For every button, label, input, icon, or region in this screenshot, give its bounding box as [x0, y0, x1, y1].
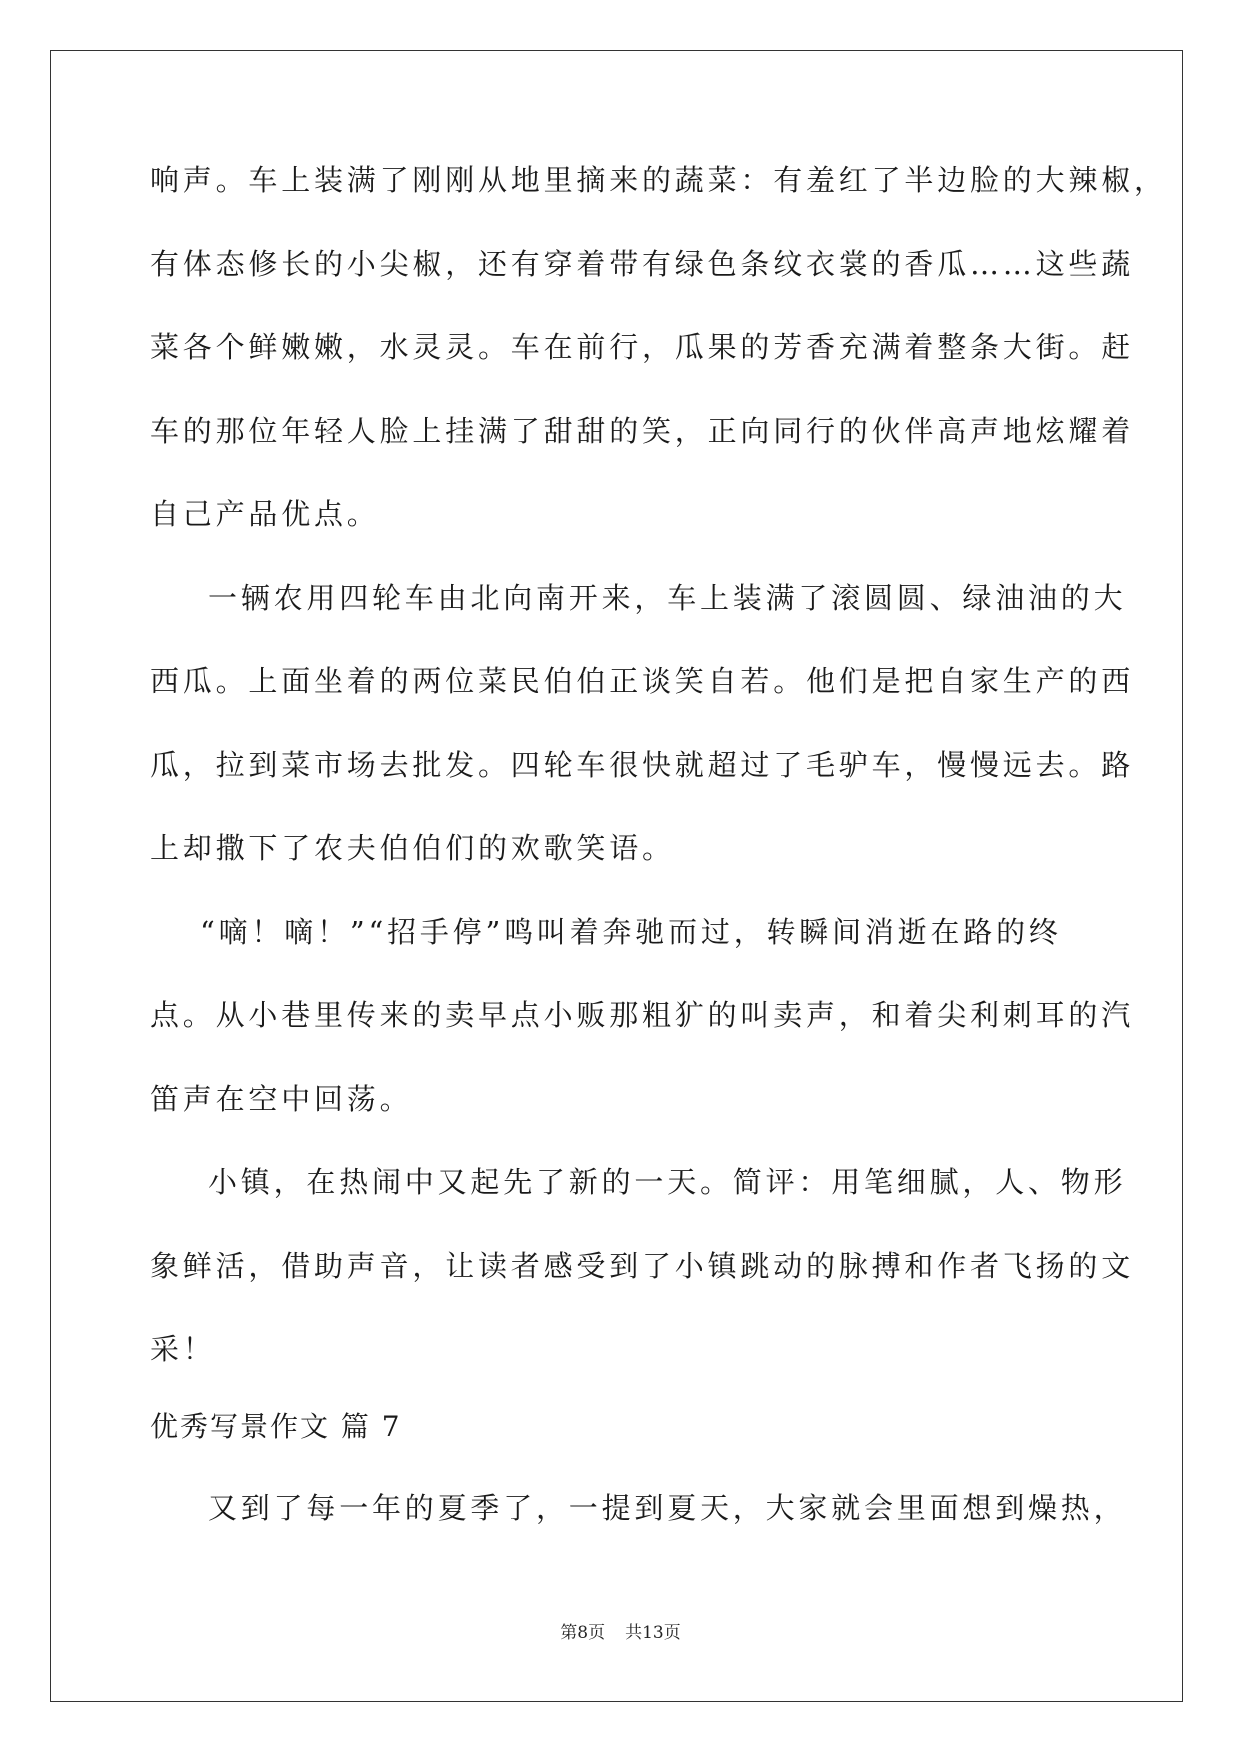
text-line: 自己产品优点。: [150, 497, 380, 531]
page-number: 第8页: [560, 1623, 606, 1643]
text-line: 象鲜活，借助声音，让读者感受到了小镇跳动的脉搏和作者飞扬的文: [150, 1249, 1135, 1283]
text-line: 笛声在空中回荡。: [150, 1082, 413, 1116]
paragraph-first-line: 又到了每一年的夏季了，一提到夏天，大家就会里面想到燥热，: [208, 1491, 1127, 1525]
text-line: 有体态修长的小尖椒，还有穿着带有绿色条纹衣裳的香瓜……这些蔬: [150, 247, 1135, 281]
text-line: 上却撒下了农夫伯伯们的欢歌笑语。: [150, 831, 675, 865]
page-footer: [0, 1622, 1241, 1644]
text-line: 点。从小巷里传来的卖早点小贩那粗犷的叫卖声，和着尖利刺耳的汽: [150, 998, 1135, 1032]
page-border: [50, 50, 1183, 1702]
text-line: 车的那位年轻人脸上挂满了甜甜的笑，正向同行的伙伴高声地炫耀着: [150, 414, 1135, 448]
text-line: 西瓜。上面坐着的两位菜民伯伯正谈笑自若。他们是把自家生产的西: [150, 664, 1135, 698]
paragraph-first-line: 小镇，在热闹中又起先了新的一天。简评：用笔细腻，人、物形: [208, 1165, 1127, 1199]
section-heading: 优秀写景作文 篇 7: [150, 1410, 402, 1443]
text-line: 响声。车上装满了刚刚从地里摘来的蔬菜：有羞红了半边脸的大辣椒，: [150, 163, 1167, 197]
paragraph-first-line: 一辆农用四轮车由北向南开来，车上装满了滚圆圆、绿油油的大: [208, 581, 1127, 615]
text-line: 瓜，拉到菜市场去批发。四轮车很快就超过了毛驴车，慢慢远去。路: [150, 748, 1135, 782]
text-line: 采！: [150, 1332, 216, 1366]
paragraph-first-line: “嘀！嘀！”“招手停”鸣叫着奔驰而过，转瞬间消逝在路的终: [200, 915, 1062, 949]
text-line: 菜各个鲜嫩嫩，水灵灵。车在前行，瓜果的芳香充满着整条大街。赶: [150, 330, 1135, 364]
page-total: 共13页: [625, 1623, 681, 1643]
